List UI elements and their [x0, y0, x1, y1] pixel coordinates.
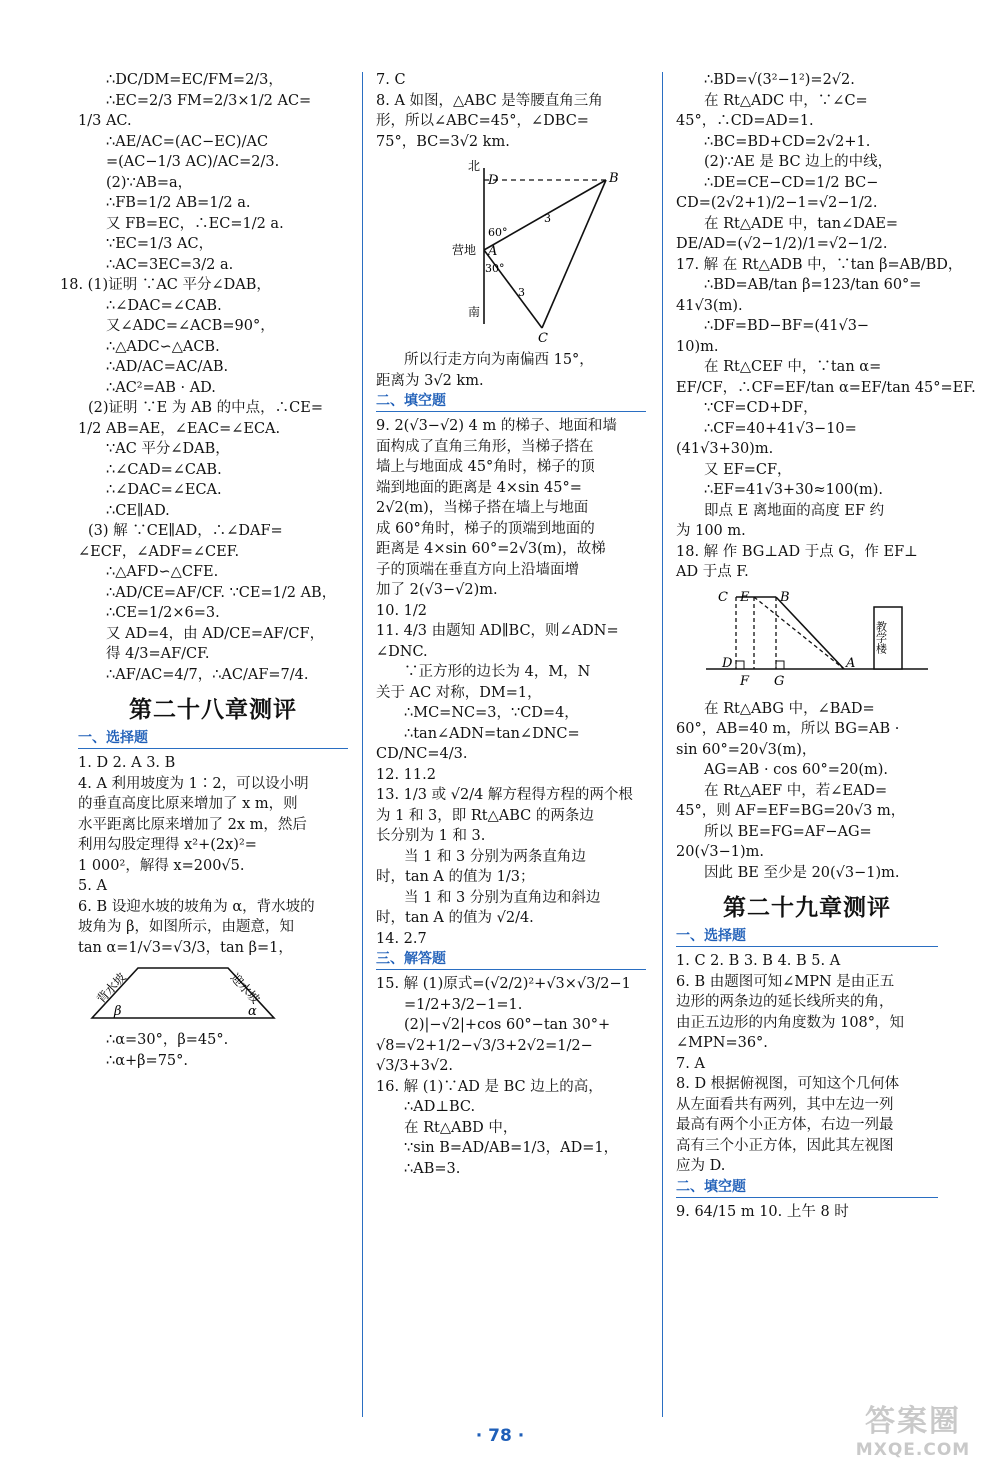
back-slope-label: 背水坡	[93, 970, 129, 1007]
text-line: =(AC−1/3 AC)/AC=2/3.	[106, 154, 280, 170]
section-heading-fill: 二、填空题	[376, 391, 646, 412]
text-line: 8. A 如图，△ABC 是等腰直角三角	[376, 92, 603, 109]
text-line: 长分别为 1 和 3.	[376, 828, 486, 844]
text-line: ∴DF=BD−BF=(41√3−	[704, 318, 870, 334]
text-line: ∴AE/AC=(AC−EC)/AC	[106, 133, 269, 150]
text-line: 当 1 和 3 分别为直角边和斜边	[404, 889, 601, 906]
point-b-label: B	[609, 171, 619, 186]
text-line: 7. C	[376, 72, 406, 88]
school-slope-figure	[696, 587, 936, 695]
text-line: 4. A 利用坡度为 1∶2，可以设小明	[78, 775, 309, 792]
text-line: 75°，BC=3√2 km.	[376, 133, 510, 150]
text-line: 在 Rt△ABD 中，	[404, 1119, 518, 1136]
text-line: 9. 64/15 m 10. 上午 8 时	[676, 1203, 849, 1220]
text-line: sin 60°=20√3(m)，	[676, 741, 817, 758]
text-line: ∴tan∠ADN=tan∠DNC=	[404, 725, 580, 742]
text-line: ∴∠CAD=∠CAB.	[106, 461, 222, 478]
text-line: 12. 11.2	[376, 766, 436, 783]
text-line: 又 EF=CF，	[704, 461, 792, 478]
text-line: 端到地面的距离是 4×sin 45°=	[376, 479, 582, 496]
text-line: (2)|−√2|+cos 60°−tan 30°+	[404, 1017, 611, 1033]
text-line: 16. 解 (1)∵AD 是 BC 边上的高，	[376, 1078, 603, 1095]
text-line: 1/2 AB=AE，∠EAC=∠ECA.	[78, 420, 281, 437]
column-divider	[362, 72, 363, 1417]
point-d-label: D	[488, 173, 499, 188]
text-line: tan α=1/√3=√3/3，tan β=1，	[78, 939, 293, 956]
text-line: 关于 AC 对称，DM=1，	[376, 684, 542, 701]
text-line: 在 Rt△CEF 中，∵tan α=	[704, 359, 882, 375]
text-line: ∴AD/CE=AF/CF. ∵CE=1/2 AB，	[106, 584, 337, 601]
direction-map-figure	[426, 156, 686, 346]
point-d-label: D	[722, 655, 733, 671]
point-a-label: A	[488, 244, 498, 259]
text-line: ∴AF/AC=4/7，∴AC/AF=7/4.	[106, 666, 309, 683]
text-line: ∴∠DAC=∠ECA.	[106, 482, 222, 498]
text-line: ∴AD⊥BC.	[404, 1099, 476, 1115]
text-line: 时，tan A 的值为 1/3；	[376, 869, 535, 885]
text-line: 45°，∴CD=AD=1.	[676, 113, 814, 129]
camp-label: 营地	[452, 243, 477, 257]
text-line: 坡角为 β，如图所示，由题意，知	[78, 919, 294, 935]
text-line: 所以行走方向为南偏西 15°，	[404, 352, 594, 368]
south-label: 南	[468, 305, 481, 319]
text-line: 10. 1/2	[376, 602, 428, 619]
point-g-label: G	[774, 673, 785, 689]
text-line: 为 100 m.	[676, 523, 746, 539]
text-line: ∴α=30°，β=45°.	[106, 1032, 229, 1048]
alpha-label: α	[248, 1004, 257, 1019]
column-1	[60, 70, 348, 1071]
text-line: 子的顶端在垂直方向上沿墙面增	[376, 561, 579, 578]
text-line: ∴AD/AC=AC/AB.	[106, 359, 229, 375]
text-line: 18. 解 作 BG⊥AD 于点 G，作 EF⊥	[676, 543, 918, 560]
text-line: 又 FB=EC，∴EC=1/2 a.	[106, 215, 284, 232]
text-line: 得 4/3=AF/CF.	[106, 646, 210, 662]
dam-trapezoid-figure	[78, 962, 278, 1026]
angle-30-label: 30°	[485, 262, 505, 275]
text-line: ∴CE=1/2×6=3.	[106, 605, 220, 621]
text-line: ∴CF=40+41√3−10=	[704, 420, 857, 437]
length-ab-label: 3	[544, 212, 551, 225]
text-line: 在 Rt△ABG 中，∠BAD=	[704, 700, 875, 717]
text-line: ∵sin B=AD/AB=1/3，AD=1，	[404, 1140, 619, 1156]
text-line: ∵CF=CD+DF，	[704, 400, 818, 416]
text-line: 利用勾股定理得 x²+(2x)²=	[78, 837, 257, 853]
section-heading-answer: 三、解答题	[376, 949, 646, 970]
text-line: 41√3(m).	[676, 297, 743, 314]
text-line: 20(√3−1)m.	[676, 844, 764, 860]
text-line: 10)m.	[676, 338, 719, 355]
text-line: 距离是 4×sin 60°=2√3(m)，故梯	[376, 541, 606, 557]
text-line: ∴MC=NC=3，∵CD=4，	[404, 705, 579, 721]
text-line: 成 60°角时，梯子的顶端到地面的	[376, 520, 595, 537]
section-heading-choice: 一、选择题	[78, 728, 348, 749]
length-ac-label: 3	[518, 286, 525, 299]
text-line: ∠ECF，∠ADF=∠CEF.	[78, 543, 240, 560]
text-line: 时，tan A 的值为 √2/4.	[376, 910, 534, 926]
text-line: DE/AD=(√2−1/2)/1=√2−1/2.	[676, 236, 888, 252]
text-line: 5. A	[78, 878, 107, 894]
col1-lines	[60, 70, 348, 685]
text-line: ∴BC=BD+CD=2√2+1.	[704, 133, 871, 150]
chapter-title-29: 第二十九章测评	[723, 895, 891, 921]
text-line: 边形的两条边的延长线所夹的角，	[676, 994, 894, 1010]
angle-60-label: 60°	[488, 226, 508, 239]
point-c-label: C	[538, 331, 548, 346]
point-a-label: A	[846, 655, 856, 671]
column-2	[376, 70, 646, 1179]
text-line: 15. 解 (1)原式=(√2/2)²+√3×√3/2−1	[376, 976, 631, 992]
watermark-title: 答案圈	[865, 1404, 961, 1439]
text-line: (3) 解 ∵CE∥AD，∴∠DAF=	[88, 523, 283, 539]
text-line: 从左面看共有两列，其中左边一列	[676, 1096, 894, 1113]
text-line: 45°，则 AF=EF=BG=20√3 m，	[676, 803, 906, 819]
point-e-label: E	[740, 589, 750, 605]
text-line: =1/2+3/2−1=1.	[404, 996, 523, 1013]
point-b-label: B	[780, 589, 790, 605]
text-line: 在 Rt△ADC 中，∵∠C=	[704, 92, 868, 109]
text-line: (2)∵AE 是 BC 边上的中线，	[704, 154, 893, 170]
text-line: 面构成了直角三角形，当梯子搭在	[376, 438, 594, 455]
text-line: 2√2(m)，当梯子搭在墙上与地面	[376, 500, 589, 516]
text-line: 1. C 2. B 3. B 4. B 5. A	[676, 953, 841, 969]
text-line: (2)∵AB=a，	[106, 174, 193, 191]
text-line: 形，所以∠ABC=45°，∠DBC=	[376, 113, 589, 129]
text-line: √8=√2+1/2−√3/3+2√2=1/2−	[376, 1037, 593, 1054]
text-line: 14. 2.7	[376, 930, 427, 947]
text-line: 墙上与地面成 45°角时，梯子的顶	[376, 459, 595, 475]
text-line: AD 于点 F.	[676, 564, 749, 580]
text-line: ∴CE∥AD.	[106, 502, 170, 519]
text-line: 因此 BE 至少是 20(√3−1)m.	[704, 864, 900, 881]
column-3	[676, 70, 976, 1222]
text-line: √3/3+3√2.	[376, 1058, 454, 1074]
text-line: 由正五边形的内角度数为 108°，知	[676, 1014, 905, 1031]
text-line: ∴BD=AB/tan β=123/tan 60°=	[704, 277, 922, 293]
text-line: 加了 2(√3−√2)m.	[376, 582, 498, 598]
text-line: 距离为 3√2 km.	[376, 372, 484, 389]
text-line: ∴FB=1/2 AB=1/2 a.	[106, 195, 251, 211]
text-line: ∴AC²=AB · AD.	[106, 379, 216, 396]
text-line: ∴AB=3.	[404, 1160, 461, 1177]
text-line: CD=(2√2+1)/2−1=√2−1/2.	[676, 195, 878, 211]
text-line: ∴△AFD∽△CFE.	[106, 564, 219, 580]
text-line: 6. B 由题图可知∠MPN 是由正五	[676, 973, 895, 990]
text-line: 1/3 AC.	[78, 113, 132, 129]
text-line: ∴α+β=75°.	[106, 1052, 189, 1069]
text-line: 13. 1/3 或 √2/4 解方程得方程的两个根	[376, 787, 633, 803]
watermark-logo	[838, 1396, 988, 1460]
text-line: 即点 E 离地面的高度 EF 约	[704, 502, 885, 519]
text-line: 1 000²，解得 x=200√5.	[78, 857, 245, 874]
text-line: 18. (1)证明 ∵AC 平分∠DAB，	[60, 277, 271, 293]
text-line: CD/NC=4/3.	[376, 746, 468, 762]
text-line: 最高有两个小正方体，右边一列最	[676, 1117, 894, 1133]
text-line: ∵正方形的边长为 4，M，N	[404, 664, 591, 680]
text-line: ∴EF=41√3+30≈100(m).	[704, 482, 884, 498]
text-line: (41√3+30)m.	[676, 441, 774, 457]
text-line: ∵AC 平分∠DAB，	[106, 441, 230, 457]
text-line: ∠MPN=36°.	[676, 1035, 768, 1051]
text-line: ∠DNC.	[376, 643, 428, 660]
text-line: 为 1 和 3，即 Rt△ABC 的两条边	[376, 807, 594, 824]
north-label: 北	[468, 159, 481, 173]
text-line: 应为 D.	[676, 1158, 726, 1174]
text-line: 当 1 和 3 分别为两条直角边	[404, 848, 586, 865]
beta-label: β	[114, 1004, 122, 1019]
front-slope-label: 迎水坡	[227, 970, 263, 1007]
text-line: ∴DE=CE−CD=1/2 BC−	[704, 174, 879, 191]
page-number: · 78 ·	[475, 1426, 525, 1446]
text-line: 17. 解 在 Rt△ADB 中，∵tan β=AB/BD，	[676, 256, 963, 273]
text-line: 在 Rt△AEF 中，若∠EAD=	[704, 782, 888, 799]
text-line: 高有三个小正方体，因此其左视图	[676, 1137, 894, 1154]
text-line: 8. D 根据俯视图，可知这个几何体	[676, 1076, 900, 1092]
point-f-label: F	[740, 673, 750, 689]
text-line: 6. B 设迎水坡的坡角为 α，背水坡的	[78, 898, 315, 915]
text-line: (2)证明 ∵E 为 AB 的中点，∴CE=	[88, 400, 324, 416]
text-line: 9. 2(√3−√2) 4 m 的梯子、地面和墙	[376, 418, 617, 434]
text-line: ∴AC=3EC=3/2 a.	[106, 256, 234, 273]
watermark-url: MXQE.COM	[855, 1440, 971, 1460]
text-line: 7. A	[676, 1055, 705, 1072]
text-line: ∴∠DAC=∠CAB.	[106, 297, 222, 314]
text-line: 11. 4/3 由题知 AD∥BC，则∠ADN=	[376, 623, 619, 639]
chapter-title-28: 第二十八章测评	[129, 697, 297, 723]
text-line: 又∠ADC=∠ACB=90°，	[106, 318, 275, 334]
section-heading-fill: 二、填空题	[676, 1177, 938, 1198]
text-line: 60°，AB=40 m，所以 BG=AB ·	[676, 721, 900, 737]
point-c-label: C	[718, 589, 728, 605]
text-line: EF/CF，∴CF=EF/tan α=EF/tan 45°=EF.	[676, 379, 976, 396]
text-line: 的垂直高度比原来增加了 x m，则	[78, 796, 298, 812]
text-line: ∴△ADC∽△ACB.	[106, 338, 220, 355]
text-line: ∵EC=1/3 AC，	[106, 236, 214, 252]
text-line: 又 AD=4，由 AD/CE=AF/CF，	[106, 625, 325, 642]
building-label: 教学楼	[874, 620, 888, 654]
text-line: 所以 BE=FG=AF−AG=	[704, 823, 872, 840]
text-line: 水平距离比原来增加了 2x m，然后	[78, 816, 307, 833]
text-line: 在 Rt△ADE 中，tan∠DAE=	[704, 215, 899, 232]
text-line: AG=AB · cos 60°=20(m).	[704, 762, 889, 778]
section-heading-choice: 一、选择题	[676, 926, 938, 947]
text-line: ∴EC=2/3 FM=2/3×1/2 AC=	[106, 92, 312, 109]
text-line: ∴DC/DM=EC/FM=2/3，	[106, 72, 283, 88]
text-line: 1. D 2. A 3. B	[78, 755, 176, 771]
text-line: ∴BD=√(3²−1²)=2√2.	[704, 72, 855, 88]
